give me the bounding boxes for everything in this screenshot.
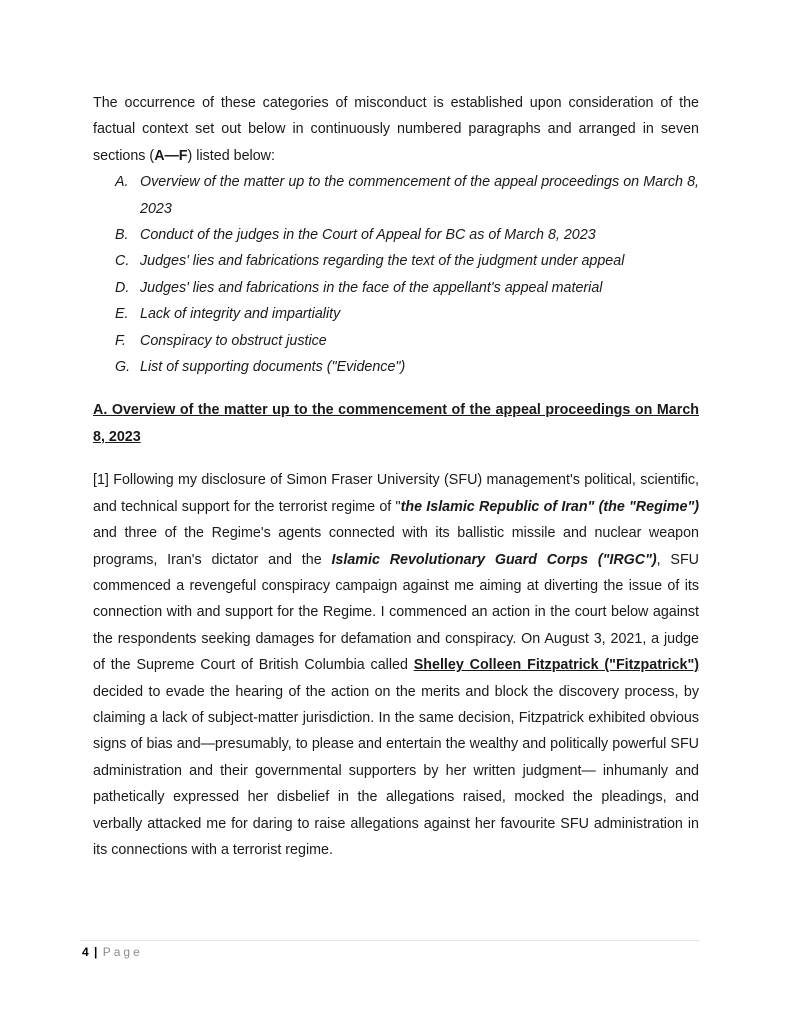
paragraph-1-text: , SFU commenced a revengeful conspiracy campaign against me aiming at diverting the issue of its connection with and support for the Regime. I commenced an action in the court below against the respondents seeking damages for defamation and conspiracy. On August 3, 2021, a judge of the Supreme Court of British Columbia called bbox=[93, 551, 699, 674]
intro-text-before: The occurrence of these categories of misconduct is established upon consideration of the factual context set out below in continuously numbered paragraphs and arranged in seven sections ( bbox=[93, 95, 699, 164]
outline-title: Lack of integrity and impartiality bbox=[140, 306, 341, 323]
outline-letter: B. bbox=[115, 227, 129, 244]
outline-title: Judges' lies and fabrications in the face of the appellant's appeal material bbox=[140, 279, 603, 296]
footer-divider bbox=[80, 940, 700, 941]
sections-outline bbox=[93, 169, 699, 380]
regime-name-emphasis: the Islamic Republic of Iran" (the "Regime") bbox=[400, 498, 699, 515]
document-page bbox=[93, 90, 699, 863]
judge-name-emphasis: Shelley Colleen Fitzpatrick ("Fitzpatrick") bbox=[413, 657, 699, 674]
outline-item-a bbox=[93, 169, 699, 222]
paragraph-1-text: decided to evade the hearing of the action on the merits and block the discovery process, by claiming a lack of subject-matter jurisdiction. In the same decision, Fitzpatrick exhibited obvious signs of bias and—presumably, to please and entertain the wealthy and politically powerful SFU administration and their governmental supporters by her written judgment— inhumanly and pathetically expressed her disbelief in the allegations raised, mocked the pleadings, and verbally attacked me for daring to raise allegations against her favourite SFU administration in its connections with a terrorist regime. bbox=[93, 683, 699, 858]
outline-letter: D. bbox=[115, 279, 130, 296]
page-separator: | bbox=[94, 945, 98, 959]
outline-item-c bbox=[93, 248, 699, 274]
intro-range: A—F bbox=[154, 147, 188, 164]
intro-text-after: ) listed below: bbox=[187, 147, 275, 164]
intro-paragraph bbox=[93, 90, 699, 169]
outline-item-b bbox=[93, 222, 699, 248]
outline-item-d bbox=[93, 275, 699, 301]
paragraph-1-text: [1] Following my disclosure of Simon Fraser University (SFU) management's political, scientific, and technical support for the terrorist regime of " bbox=[93, 472, 699, 515]
outline-item-e bbox=[93, 301, 699, 327]
irgc-name-emphasis: Islamic Revolutionary Guard Corps ("IRGC") bbox=[331, 551, 657, 568]
outline-letter: F. bbox=[115, 332, 126, 349]
outline-title: List of supporting documents ("Evidence") bbox=[140, 359, 406, 376]
outline-letter: E. bbox=[115, 306, 129, 323]
outline-letter: A. bbox=[115, 174, 129, 191]
paragraph-1 bbox=[93, 467, 699, 863]
outline-title: Conduct of the judges in the Court of Appeal for BC as of March 8, 2023 bbox=[140, 227, 596, 244]
outline-title: Overview of the matter up to the commencement of the appeal proceedings on March 8, 2023 bbox=[140, 174, 699, 217]
outline-item-f bbox=[93, 328, 699, 354]
outline-title: Judges' lies and fabrications regarding the text of the judgment under appeal bbox=[140, 253, 625, 270]
page-number: 4 bbox=[82, 945, 89, 959]
outline-letter: G. bbox=[115, 359, 131, 376]
page-footer bbox=[82, 944, 143, 960]
outline-item-g bbox=[93, 354, 699, 380]
outline-letter: C. bbox=[115, 253, 130, 270]
section-a-heading: A. Overview of the matter up to the commencement of the appeal proceedings on March 8, 2023 bbox=[93, 402, 699, 445]
paragraph-1-text: and three of the Regime's agents connected with its ballistic missile and nuclear weapon programs, Iran's dictator and the bbox=[93, 525, 699, 568]
outline-title: Conspiracy to obstruct justice bbox=[140, 332, 327, 349]
page-label: Page bbox=[102, 945, 143, 959]
